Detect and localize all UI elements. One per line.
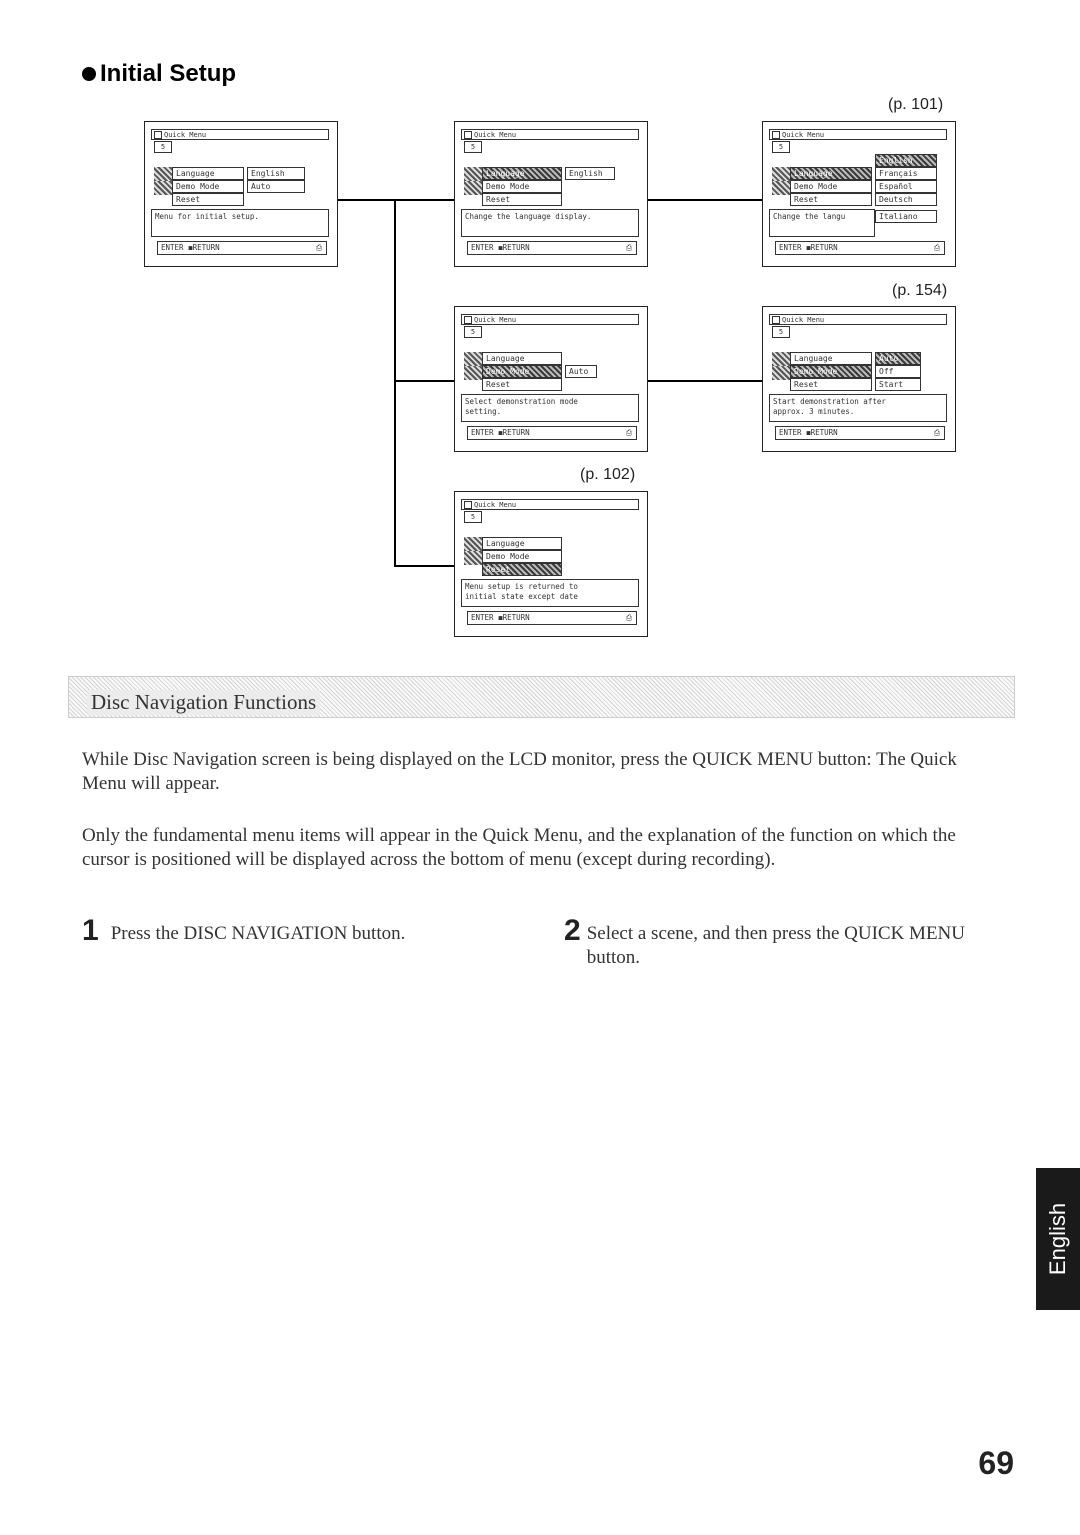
language-side-tab [1036, 1168, 1080, 1310]
menu-item-reset: Reset [482, 193, 562, 206]
screen-description: Menu setup is returned to initial state except date [461, 579, 639, 607]
menu-icon [772, 131, 780, 139]
menu-icon [154, 131, 162, 139]
value-auto: Auto [565, 365, 597, 378]
bullet-icon [82, 67, 96, 81]
menu-screen-initial [144, 121, 338, 267]
menu-item-language: Language [482, 167, 562, 180]
screen-tab: 5 [464, 141, 482, 153]
value-off: Off [875, 365, 921, 378]
value-english: English [875, 154, 937, 167]
menu-screen-language-options [762, 121, 956, 267]
menu-item-language: Language [482, 352, 562, 365]
banner-title: Disc Navigation Functions [87, 690, 320, 715]
screen-footer: ENTER ◼RETURN ⎙ [775, 241, 945, 255]
value-english: English [565, 167, 615, 180]
paragraph-intro: While Disc Navigation screen is being displayed on the LCD monitor, press the QUICK MENU button: The Quick Menu will appear. [82, 749, 957, 794]
section-title [82, 60, 236, 88]
screen-footer: ENTER ◼RETURN ⎙ [775, 426, 945, 440]
menu-icon [772, 316, 780, 324]
value-deutsch: Deutsch [875, 193, 937, 206]
screen-description: Start demonstration after approx. 3 minutes. [769, 394, 947, 422]
initial-icon [464, 181, 482, 195]
setup-icon [464, 167, 482, 181]
disc-icon: ⎙ [626, 243, 632, 252]
step-text: Select a scene, and then press the QUICK MENU button. [586, 923, 965, 968]
menu-item-demo-mode: Demo Mode [790, 365, 872, 378]
menu-screen-demo-options [762, 306, 956, 452]
screen-description: Select demonstration mode setting. [461, 394, 639, 422]
setup-icon [772, 352, 790, 366]
screen-description: Change the langu [769, 209, 875, 237]
menu-item-reset: Reset [790, 378, 872, 391]
menu-screen-demo-mode [454, 306, 648, 452]
initial-icon [772, 181, 790, 195]
menu-item-demo-mode: Demo Mode [482, 180, 562, 193]
connector-line [648, 380, 762, 382]
menu-item-reset: Reset [482, 563, 562, 576]
paragraph-explanation: Only the fundamental menu items will appear in the Quick Menu, and the explanation of the function on which the cursor is positioned will be displayed across the bottom of menu (except during recording). [82, 825, 956, 870]
screen-description: Menu for initial setup. [151, 209, 329, 237]
menu-item-language: Language [172, 167, 244, 180]
setup-icon [464, 352, 482, 366]
screen-footer: ENTER ◼RETURN ⎙ [467, 611, 637, 625]
screen-tab: 5 [464, 511, 482, 523]
screen-header: Quick Menu [769, 129, 947, 140]
menu-screen-reset [454, 491, 648, 637]
disc-icon: ⎙ [934, 243, 940, 252]
page-ref-101: (p. 101) [888, 96, 944, 113]
connector-line [338, 199, 454, 201]
screen-footer: ENTER ◼RETURN ⎙ [467, 241, 637, 255]
screen-tab: 5 [772, 326, 790, 338]
value-auto: Auto [247, 180, 305, 193]
initial-icon [772, 366, 790, 380]
screen-footer: ENTER ◼RETURN ⎙ [467, 426, 637, 440]
connector-line [394, 380, 454, 382]
section-banner [68, 676, 1015, 718]
value-francais: Français [875, 167, 937, 180]
step-text: Press the DISC NAVIGATION button. [110, 923, 406, 944]
step-number: 2 [564, 914, 581, 947]
menu-item-demo-mode: Demo Mode [482, 365, 562, 378]
setup-icon [464, 537, 482, 551]
screen-tab: 5 [154, 141, 172, 153]
setup-icon [154, 167, 172, 181]
value-italiano: Italiano [875, 210, 937, 223]
page-ref-102: (p. 102) [580, 466, 636, 483]
disc-icon: ⎙ [316, 243, 322, 252]
screen-tab: 5 [772, 141, 790, 153]
menu-item-language: Language [790, 352, 872, 365]
page-number: 69 [978, 1445, 1014, 1481]
connector-line [394, 199, 396, 567]
screen-description: Change the language display. [461, 209, 639, 237]
initial-icon [154, 181, 172, 195]
menu-icon [464, 501, 472, 509]
screen-header: Quick Menu [461, 129, 639, 140]
setup-icon [772, 167, 790, 181]
step-1 [82, 914, 522, 948]
menu-item-reset: Reset [790, 193, 872, 206]
menu-item-demo-mode: Demo Mode [482, 550, 562, 563]
connector-line [394, 565, 454, 567]
screen-tab: 5 [464, 326, 482, 338]
value-auto: Auto [875, 352, 921, 365]
disc-icon: ⎙ [934, 428, 940, 437]
screen-header: Quick Menu [461, 314, 639, 325]
initial-icon [464, 551, 482, 565]
menu-item-language: Language [482, 537, 562, 550]
value-start: Start [875, 378, 921, 391]
value-espanol: Español [875, 180, 937, 193]
section-title-text: Initial Setup [100, 60, 237, 87]
screen-header: Quick Menu [461, 499, 639, 510]
menu-item-demo-mode: Demo Mode [790, 180, 872, 193]
screen-header: Quick Menu [769, 314, 947, 325]
menu-item-language: Language [790, 167, 872, 180]
screen-header: Quick Menu [151, 129, 329, 140]
menu-item-demo-mode: Demo Mode [172, 180, 244, 193]
step-number: 1 [82, 914, 99, 947]
step-2 [564, 914, 984, 970]
connector-line [648, 199, 762, 201]
initial-icon [464, 366, 482, 380]
side-tab-label: English [1045, 1202, 1070, 1276]
value-english: English [247, 167, 305, 180]
disc-icon: ⎙ [626, 428, 632, 437]
menu-icon [464, 316, 472, 324]
menu-screen-language [454, 121, 648, 267]
menu-icon [464, 131, 472, 139]
menu-item-reset: Reset [482, 378, 562, 391]
disc-icon: ⎙ [626, 613, 632, 622]
menu-item-reset: Reset [172, 193, 244, 206]
screen-footer: ENTER ◼RETURN ⎙ [157, 241, 327, 255]
page-ref-154: (p. 154) [892, 282, 948, 299]
